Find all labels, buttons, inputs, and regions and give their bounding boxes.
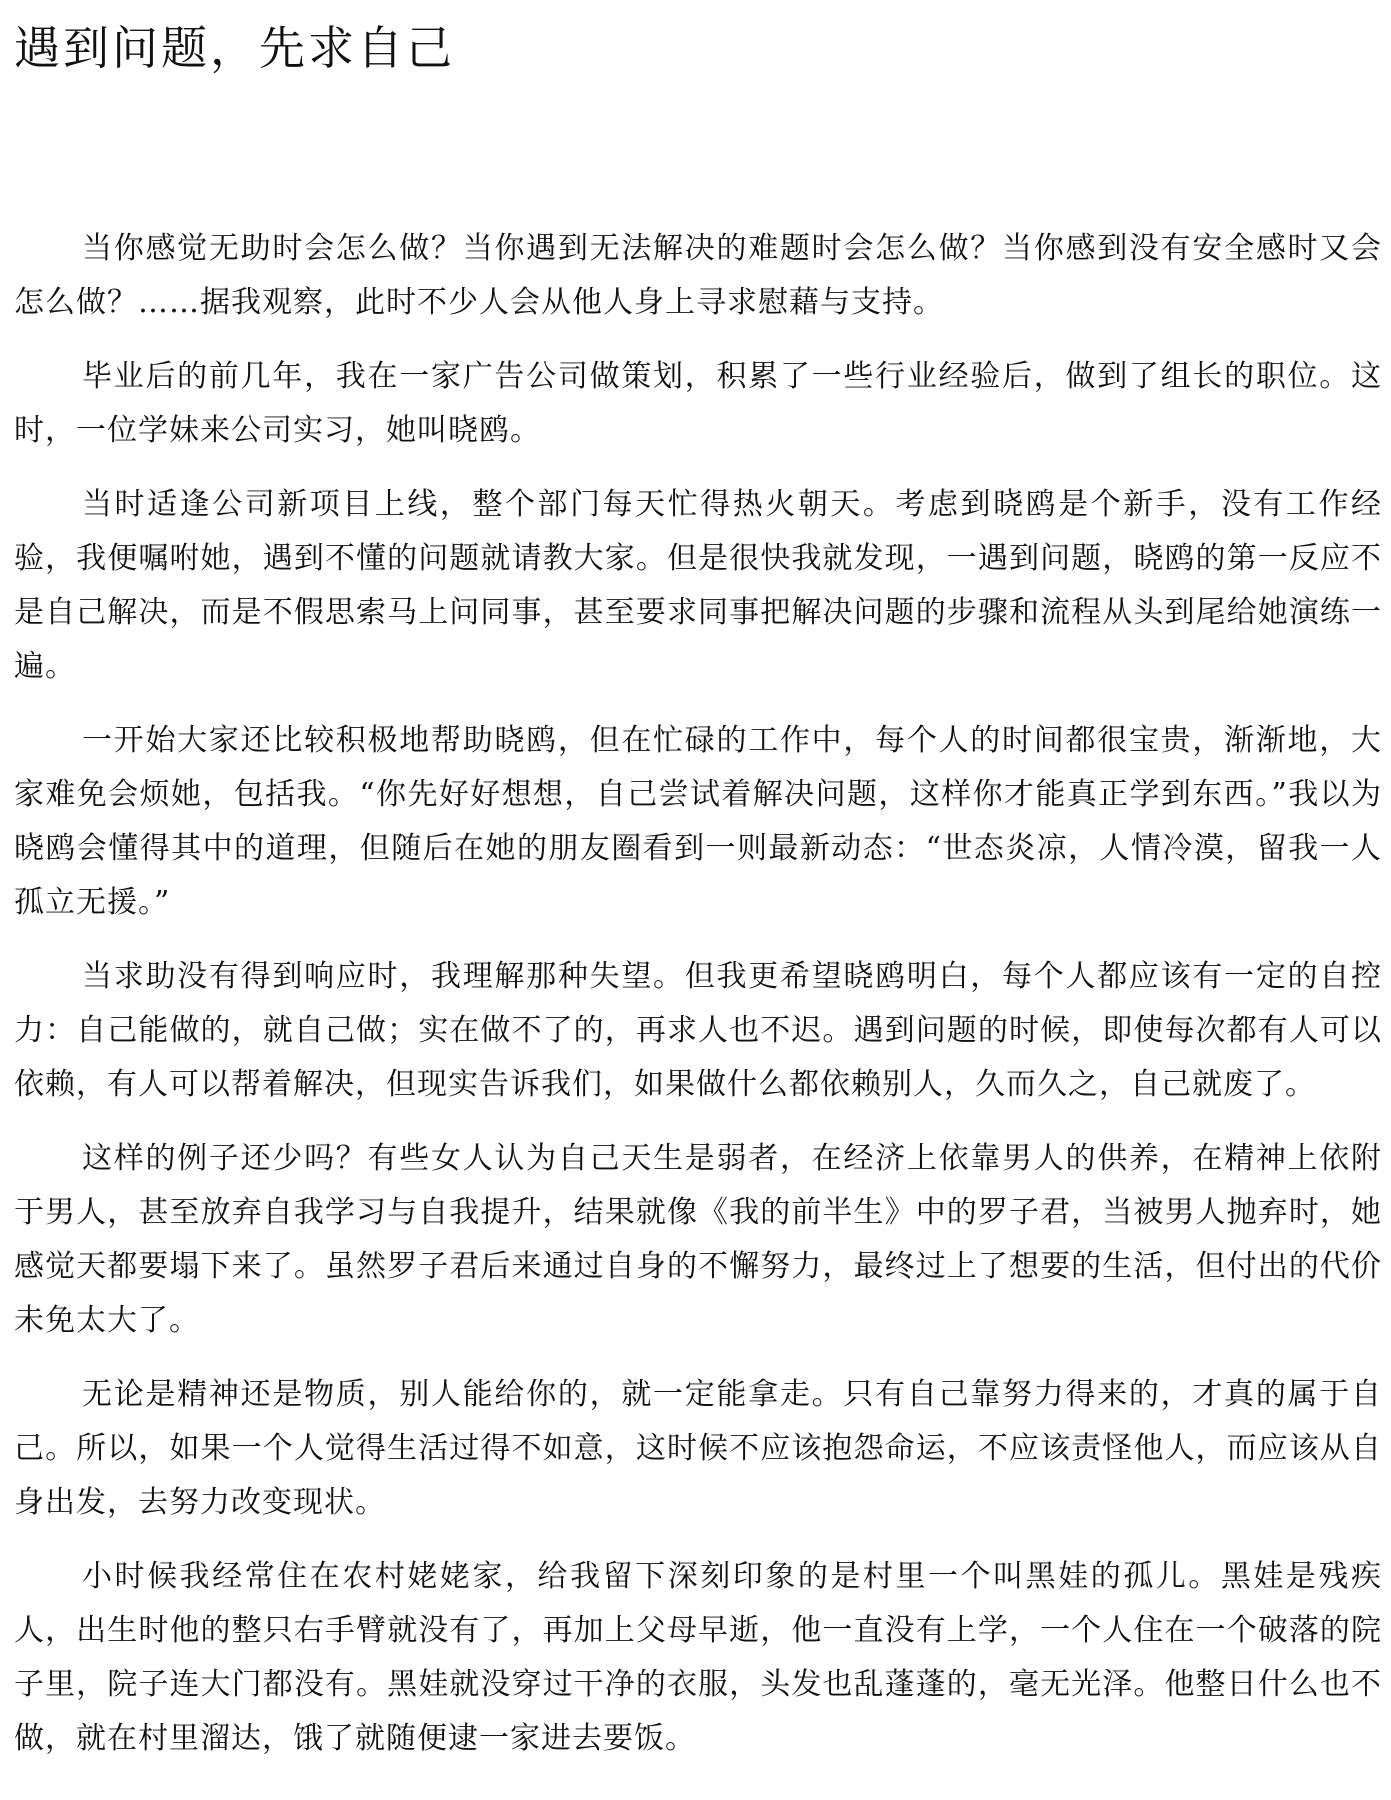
paragraph: 当时适逢公司新项目上线，整个部门每天忙得热火朝天。考虑到晓鸥是个新手，没有工作经验，我便嘱咐她，遇到不懂的问题就请教大家。但是很快我就发现，一遇到问题，晓鸥的第一反应不是自己解决，而是不假思索马上问同事，甚至要求同事把解决问题的步骤和流程从头到尾给她演练一遍。: [14, 487, 1382, 684]
paragraph: 当求助没有得到响应时，我理解那种失望。但我更希望晓鸥明白，每个人都应该有一定的自控力：自己能做的，就自己做；实在做不了的，再求人也不迟。遇到问题的时候，即使每次都有人可以依赖，有人可以帮着解决，但现实告诉我们，如果做什么都依赖别人，久而久之，自己就废了。: [14, 959, 1382, 1102]
document-title: 遇到问题，先求自己: [14, 21, 455, 75]
document-body: [14, 222, 1382, 1786]
paragraph: 这样的例子还少吗？有些女人认为自己天生是弱者，在经济上依靠男人的供养，在精神上依附于男人，甚至放弃自我学习与自我提升，结果就像《我的前半生》中的罗子君，当被男人抛弃时，她感觉天都要塌下来了。虽然罗子君后来通过自身的不懈努力，最终过上了想要的生活，但付出的代价未免太大了。: [14, 1141, 1382, 1338]
paragraph: 小时候我经常住在农村姥姥家，给我留下深刻印象的是村里一个叫黑娃的孤儿。黑娃是残疾人，出生时他的整只右手臂就没有了，再加上父母早逝，他一直没有上学，一个人住在一个破落的院子里，院子连大门都没有。黑娃就没穿过干净的衣服，头发也乱蓬蓬的，毫无光泽。他整日什么也不做，就在村里溜达，饿了就随便逮一家进去要饭。: [14, 1559, 1382, 1756]
paragraph: 毕业后的前几年，我在一家广告公司做策划，积累了一些行业经验后，做到了组长的职位。这时，一位学妹来公司实习，她叫晓鸥。: [14, 359, 1382, 448]
paragraph: 一开始大家还比较积极地帮助晓鸥，但在忙碌的工作中，每个人的时间都很宝贵，渐渐地，大家难免会烦她，包括我。“你先好好想想，自己尝试着解决问题，这样你才能真正学到东西。”我以为晓鸥会懂得其中的道理，但随后在她的朋友圈看到一则最新动态：“世态炎凉，人情冷漠，留我一人孤立无援。”: [14, 723, 1382, 920]
paragraph: 无论是精神还是物质，别人能给你的，就一定能拿走。只有自己靠努力得来的，才真的属于自己。所以，如果一个人觉得生活过得不如意，这时候不应该抱怨命运，不应该责怪他人，而应该从自身出发，去努力改变现状。: [14, 1377, 1382, 1520]
paragraph: 当你感觉无助时会怎么做？当你遇到无法解决的难题时会怎么做？当你感到没有安全感时又会怎么做？……据我观察，此时不少人会从他人身上寻求慰藉与支持。: [14, 231, 1382, 320]
